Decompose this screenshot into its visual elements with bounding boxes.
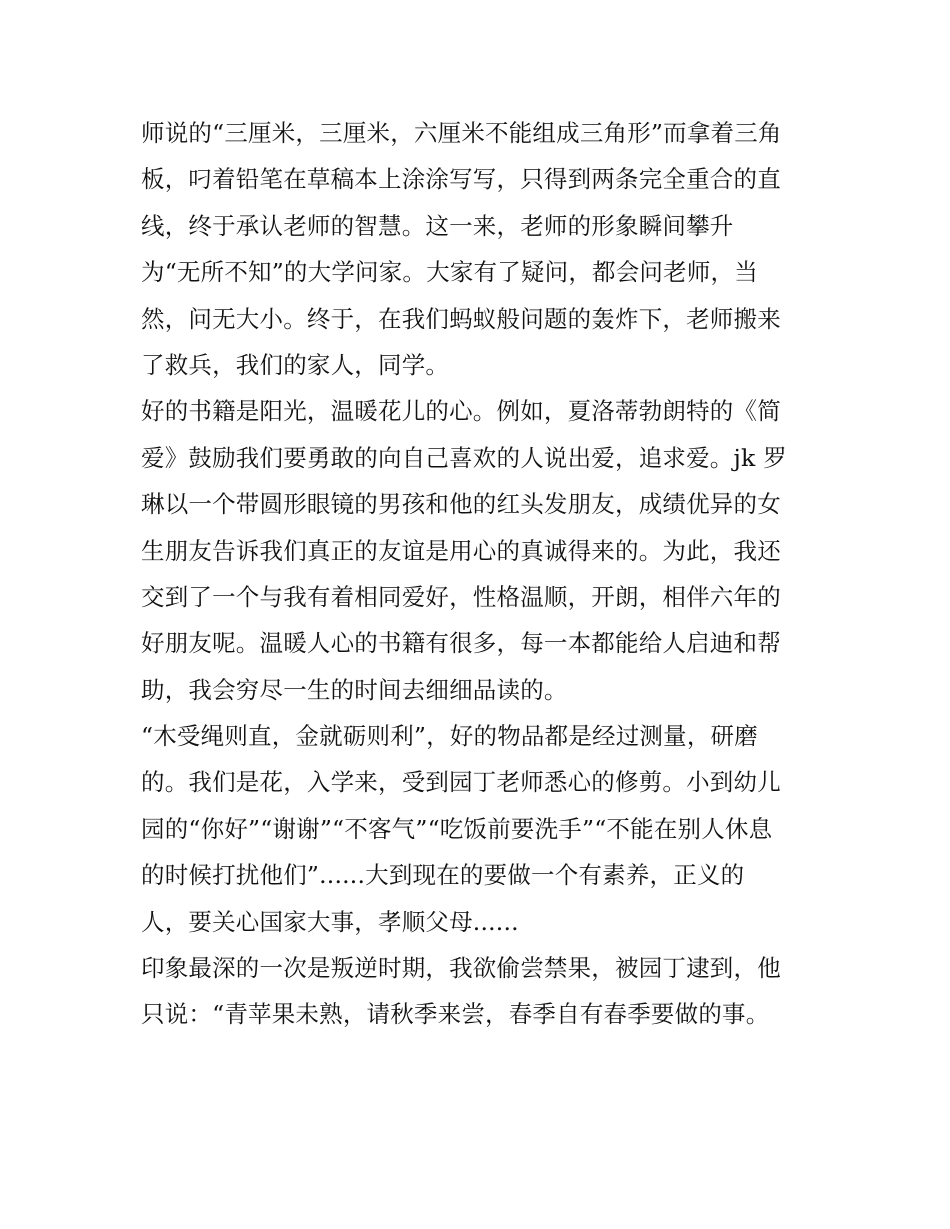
text-line: 师说的“三厘米，三厘米，六厘米不能组成三角形”而拿着三角 [141,119,782,147]
text-line: 的。我们是花，入学来，受到园丁老师悉心的修剪。小到幼儿 [141,768,781,797]
text-line: 板，叼着铅笔在草稿本上涂涂写写，只得到两条完全重合的直 [141,165,781,194]
text-line: 助，我会穷尽一生的时间去细细品读的。 [141,675,568,704]
text-line: 然，问无大小。终于，在我们蚂蚁般问题的轰炸下，老师搬来 [141,304,781,333]
text-line: 生朋友告诉我们真正的友谊是用心的真诚得来的。为此，我还 [141,536,781,565]
text-line: 好朋友呢。温暖人心的书籍有很多，每一本都能给人启迪和帮 [141,629,781,658]
text-line: 了救兵，我们的家人，同学。 [141,350,450,379]
body-text [141,110,821,1038]
text-line: “木受绳则直，金就砺则利”，好的物品都是经过测量，研磨 [141,722,758,751]
text-line: 线，终于承认老师的智慧。这一来，老师的形象瞬间攀升 [141,211,734,240]
text-line: 爱》鼓励我们要勇敢的向自己喜欢的人说出爱，追求爱。jk 罗 [141,443,787,472]
text-line: 好的书籍是阳光，温暖花儿的心。例如，夏洛蒂勃朗特的《简 [141,397,781,426]
text-line: 为“无所不知”的大学问家。大家有了疑问，都会问老师，当 [141,258,758,287]
text-line: 交到了一个与我有着相同爱好，性格温顺，开朗，相伴六年的 [141,582,781,611]
text-line: 印象最深的一次是叛逆时期，我欲偷尝禁果，被园丁逮到，他 [141,954,781,983]
text-line: 园的“你好”“谢谢”“不客气”“吃饭前要洗手”“不能在别人休息 [141,814,773,843]
text-line: 人，要关心国家大事，孝顺父母...... [141,907,519,936]
text-line: 只说：“青苹果未熟，请秋季来尝，春季自有春季要做的事。 [141,1000,770,1029]
text-line: 琳以一个带圆形眼镜的男孩和他的红头发朋友，成绩优异的女 [141,490,781,519]
text-line: 的时候打扰他们”......大到现在的要做一个有素养，正义的 [141,861,745,890]
